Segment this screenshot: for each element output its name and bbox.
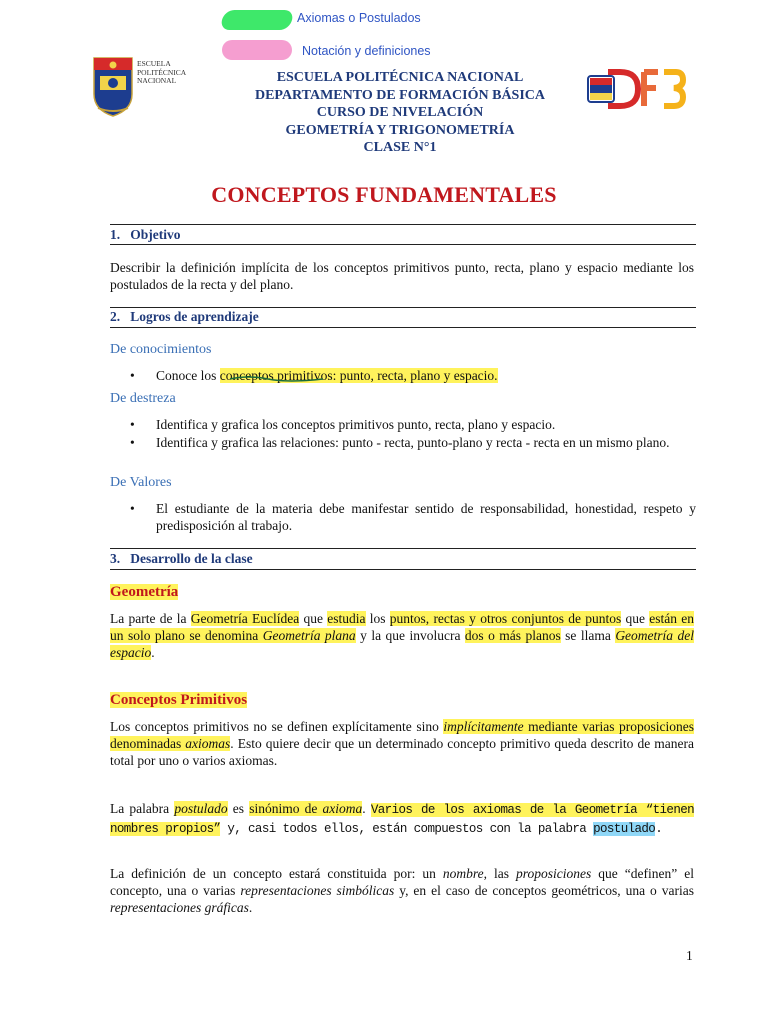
primitivos-paragraph-3: La definición de un concepto estará constituida por: un nombre, las proposiciones que “definen” el concepto, una o varias representaciones simbólicas y, en el caso de conceptos geométricos, una o varias representaciones gráficas. bbox=[110, 866, 694, 915]
dfb-logo-icon bbox=[586, 66, 686, 112]
highlight: conceptos primitivos: punto, recta, plano y espacio. bbox=[219, 368, 498, 383]
dfb-logo-text bbox=[586, 66, 587, 67]
page-number: 1 bbox=[686, 948, 693, 963]
bullet-icon: • bbox=[130, 435, 135, 450]
list-item: • Identifica y grafica las relaciones: punto - recta, punto-plano y recta - recta en un mismo plano. bbox=[130, 435, 670, 450]
primitivos-paragraph-2: La palabra postulado es sinónimo de axioma. Varios de los axiomas de la Geometría “tienen nombres propios” y, casi todos ellos, están compuestos con la palabra postulado. bbox=[110, 801, 695, 836]
section-3-heading: 3. Desarrollo de la clase bbox=[110, 551, 253, 566]
subheading-conocimientos: De conocimientos bbox=[110, 342, 212, 357]
legend-swatch-axiomas bbox=[220, 10, 295, 30]
primitivos-paragraph-1: Los conceptos primitivos no se definen explícitamente sino implícitamente mediante varias proposiciones denominadas axiomas. Esto quiere decir que un determinado concepto primitivo queda descrito de manera total por uno o varios axiomas. bbox=[110, 719, 694, 768]
header-line-1: ESCUELA POLITÉCNICA NACIONAL bbox=[276, 70, 524, 85]
objetivo-text: Describir la definición implícita de los conceptos primitivos punto, recta, plano y espacio mediante los postulados de la recta y del plano. bbox=[110, 260, 694, 292]
geometria-paragraph: La parte de la Geometría Euclídea que estudia los puntos, rectas y otros conjuntos de puntos que están en un solo plano se denomina Geometría plana y la que involucra dos o más planos se llama Geometría del espacio. bbox=[110, 611, 695, 660]
section-2-rule-top bbox=[110, 307, 696, 308]
header-line-5: CLASE N°1 bbox=[363, 140, 437, 156]
legend-label-notacion: Notación y definiciones bbox=[302, 44, 431, 58]
document-title: CONCEPTOS FUNDAMENTALES bbox=[211, 182, 557, 207]
header-line-4: GEOMETRÍA Y TRIGONOMETRÍA bbox=[285, 122, 515, 138]
header-line-2: DEPARTAMENTO DE FORMACIÓN BÁSICA bbox=[254, 87, 546, 103]
epn-logo bbox=[92, 56, 202, 118]
section-1-rule-top bbox=[110, 224, 696, 225]
list-item: • Identifica y grafica los conceptos primitivos punto, recta, plano y espacio. bbox=[130, 417, 556, 432]
section-3-rule-bottom bbox=[110, 569, 696, 570]
dfb-logo bbox=[586, 66, 686, 112]
legend-label-axiomas: Axiomas o Postulados bbox=[297, 11, 421, 25]
conceptos-primitivos-heading: Conceptos Primitivos bbox=[110, 692, 248, 708]
epn-logo-text: ESCUELA POLITÉCNICA NACIONAL bbox=[137, 59, 186, 85]
list-item: • Conoce los conceptos primitivos: punto, recta, plano y espacio. bbox=[130, 368, 498, 383]
pen-underline-mark bbox=[228, 374, 328, 384]
section-1-heading: 1. Objetivo bbox=[110, 227, 181, 242]
bullet-icon: • bbox=[130, 368, 135, 383]
bullet-icon: • bbox=[130, 417, 135, 432]
section-3-rule-top bbox=[110, 548, 696, 549]
subheading-valores: De Valores bbox=[110, 475, 172, 490]
header-line-3: CURSO DE NIVELACIÓN bbox=[316, 105, 484, 121]
legend-swatch-notacion bbox=[222, 40, 292, 60]
section-1-rule-bottom bbox=[110, 244, 696, 245]
subheading-destreza: De destreza bbox=[110, 391, 176, 406]
list-item: • El estudiante de la materia debe manifestar sentido de responsabilidad, honestidad, respeto y predisposición al trabajo. bbox=[130, 501, 696, 533]
section-2-rule-bottom bbox=[110, 327, 696, 328]
institution-header bbox=[200, 69, 600, 157]
geometria-heading: Geometría bbox=[110, 584, 179, 600]
section-2-heading: 2. Logros de aprendizaje bbox=[110, 309, 259, 324]
bullet-icon: • bbox=[130, 501, 135, 516]
